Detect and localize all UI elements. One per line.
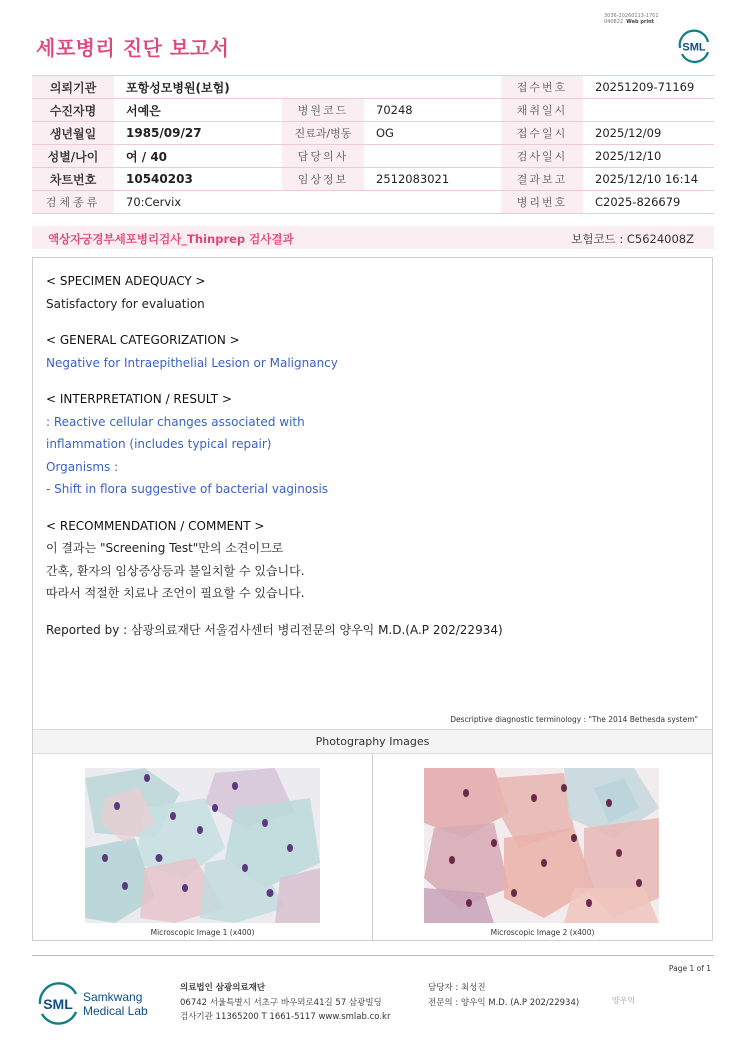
interpretation-line: - Shift in flora suggestive of bacterial vaginosis [46, 482, 329, 496]
print-id-line1: 3036-20260113-1701 [604, 13, 659, 19]
pathologist-signature: 양우익 [612, 996, 636, 1005]
value-requesting-institution: 포항성모병원(보험) [114, 76, 501, 99]
value-pathology-number: C2025-826679 [583, 191, 714, 214]
org-address: 06742 서울특별시 서초구 바우뫼로41길 57 삼광빌딩 [180, 997, 382, 1008]
print-mode: Web print [626, 19, 655, 25]
label-collection-date: 채취일시 [501, 99, 583, 122]
org-name: 의료법인 삼광의료재단 [180, 983, 266, 993]
value-attending-doctor [364, 145, 501, 168]
result-box [32, 257, 713, 941]
info-row [32, 99, 714, 122]
sml-logo-text: SML [682, 41, 706, 54]
label-receipt-date: 접수일시 [501, 122, 583, 145]
value-specimen-type: 70:Cervix [114, 191, 501, 214]
footer-logo-line1: Samkwang [83, 990, 143, 1004]
value-test-date: 2025/12/10 [583, 145, 714, 168]
label-department: 진료과/병동 [282, 122, 364, 145]
general-categorization-heading: < GENERAL CATEGORIZATION > [46, 333, 240, 347]
label-receipt-number: 접수번호 [501, 76, 583, 99]
label-requesting-institution: 의뢰기관 [32, 76, 114, 99]
label-birth-date: 생년월일 [32, 122, 114, 145]
footer-staff [428, 981, 579, 1010]
info-row [32, 76, 714, 99]
info-row [32, 122, 714, 145]
page-number: Page 1 of 1 [668, 964, 711, 973]
value-department: OG [364, 122, 501, 145]
value-collection-date [583, 99, 714, 122]
label-test-date: 검사일시 [501, 145, 583, 168]
interpretation-line: : Reactive cellular changes associated with [46, 414, 305, 429]
microscopic-image-1-caption: Microscopic Image 1 (x400) [150, 928, 255, 937]
footer-logo-line2: Medical Lab [83, 1004, 148, 1018]
photography-images-header: Photography Images [33, 729, 712, 754]
interpretation-line: Organisms : [46, 459, 119, 474]
interpretation-heading: < INTERPRETATION / RESULT > [46, 392, 232, 406]
test-name-bar [32, 226, 714, 249]
info-row [32, 145, 714, 168]
insurance-code: 보험코드 : C5624008Z [571, 232, 694, 246]
interpretation-line: inflammation (includes typical repair) [46, 437, 272, 451]
photo-divider [372, 754, 373, 940]
print-id-line2: 040822 [604, 19, 624, 25]
value-sex-age: 여 / 40 [114, 145, 282, 168]
value-result-report: 2025/12/10 16:14 [583, 168, 714, 191]
value-chart-number: 10540203 [114, 168, 282, 191]
recommendation-line: 이 결과는 "Screening Test"만의 소견이므로 [46, 541, 284, 555]
terminology-note: Descriptive diagnostic terminology : "The 2014 Bethesda system" [450, 715, 698, 724]
label-sex-age: 성별/나이 [32, 145, 114, 168]
recommendation-line: 따라서 적절한 치료나 조언이 필요할 수 있습니다. [46, 586, 305, 600]
specimen-adequacy-heading: < SPECIMEN ADEQUACY > [46, 274, 206, 288]
label-pathology-number: 병리번호 [501, 191, 583, 214]
report-title: 세포병리 진단 보고서 [36, 36, 230, 60]
label-chart-number: 차트번호 [32, 168, 114, 191]
microscopic-image-2-caption: Microscopic Image 2 (x400) [490, 928, 595, 937]
org-contact: 검사기관 11365200 T 1661-5117 www.smlab.co.kr [180, 1012, 391, 1022]
value-receipt-date: 2025/12/09 [583, 122, 714, 145]
result-content [46, 270, 696, 641]
general-categorization-text: Negative for Intraepithelial Lesion or Malignancy [46, 355, 338, 370]
value-hospital-code: 70248 [364, 99, 501, 122]
microscopic-image-2 [424, 768, 659, 923]
test-name: 액상자궁경부세포병리검사_Thinprep 검사결과 [48, 232, 294, 246]
microscopic-image-1 [85, 768, 320, 923]
recommendation-line: 간혹, 환자의 임상증상등과 불일치할 수 있습니다. [46, 563, 305, 578]
footer-organization [180, 981, 390, 1025]
footer-divider [32, 955, 714, 956]
value-birth-date: 1985/09/27 [114, 122, 282, 145]
staff-pathologist: 전문의 : 양우익 M.D. (A.P 202/22934) [428, 997, 580, 1008]
footer-logo-text: SML [43, 996, 73, 1012]
recommendation-heading: < RECOMMENDATION / COMMENT > [46, 518, 265, 533]
label-hospital-code: 병원코드 [282, 99, 364, 122]
staff-in-charge: 담당자 : 최성진 [428, 983, 486, 993]
specimen-adequacy-text: Satisfactory for evaluation [46, 296, 205, 311]
samkwang-logo-icon [36, 980, 161, 1028]
label-clinical-info: 임상정보 [282, 168, 364, 191]
value-receipt-number: 20251209-71169 [583, 76, 714, 99]
info-row [32, 191, 714, 214]
label-attending-doctor: 담당의사 [282, 145, 364, 168]
info-row [32, 168, 714, 191]
reported-by: Reported by : 삼광의료재단 서울검사센터 병리전문의 양우익 M.D.(A.P 202/22934) [46, 622, 503, 637]
label-result-report: 결과보고 [501, 168, 583, 191]
label-specimen-type: 검체종류 [32, 191, 114, 214]
print-id [604, 13, 659, 25]
label-patient-name: 수진자명 [32, 99, 114, 122]
value-clinical-info: 2512083021 [364, 168, 501, 191]
value-patient-name: 서예은 [114, 99, 282, 122]
patient-info-table [32, 75, 714, 214]
sml-logo-icon [674, 26, 714, 66]
